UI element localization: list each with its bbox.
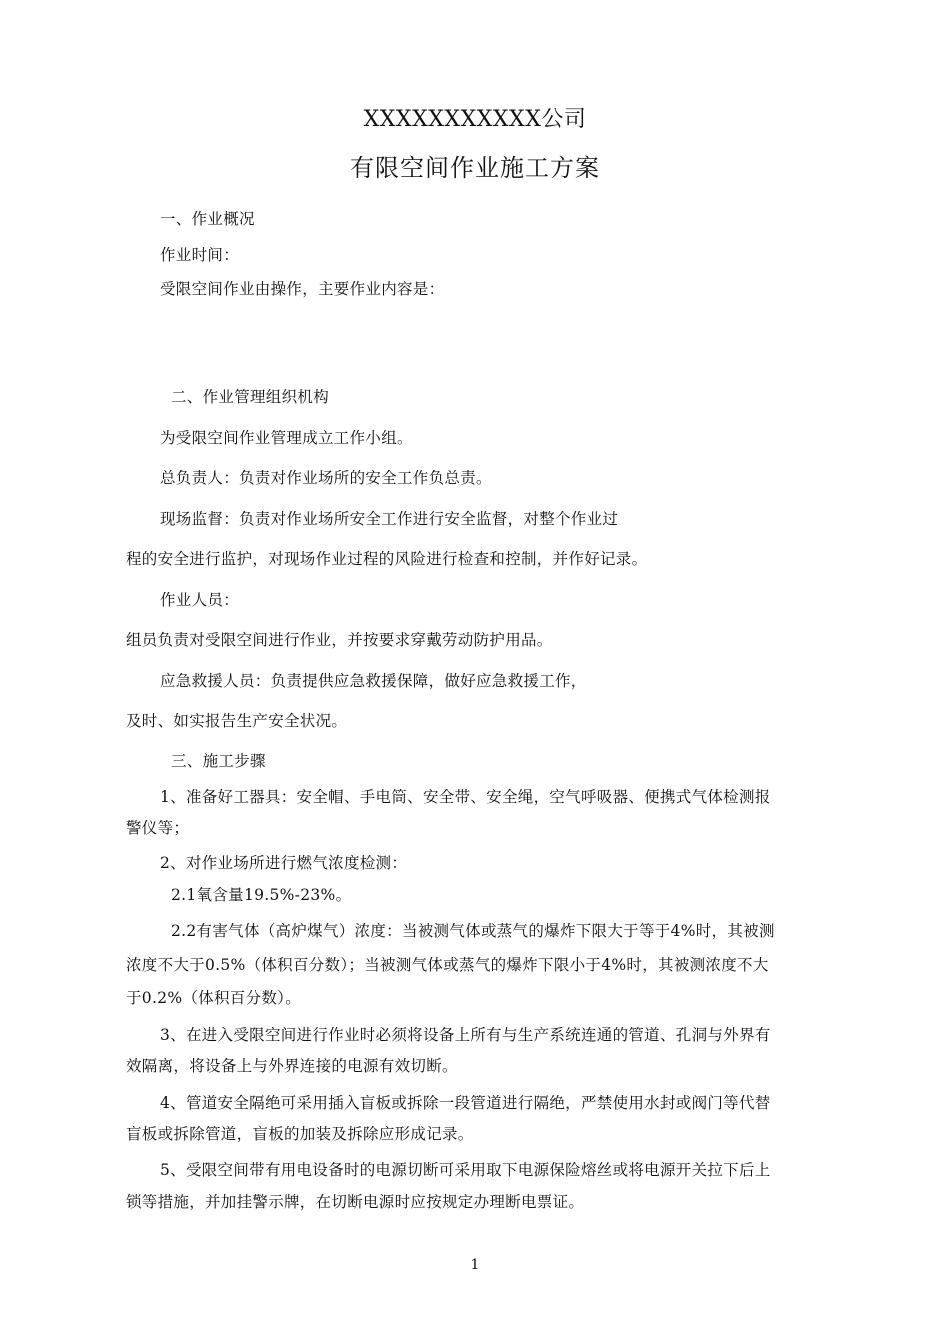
company-title: XXXXXXXXXXX公司 bbox=[363, 107, 587, 132]
step4-line-2: 盲板或拆除管道，盲板的加装及拆除应形成记录。 bbox=[126, 1125, 474, 1143]
supervisor-line-2: 程的安全进行监护，对现场作业过程的风险进行检查和控制，并作好记录。 bbox=[126, 550, 648, 568]
step5-line-2: 锁等措施，并加挂警示牌，在切断电源时应按规定办理断电票证。 bbox=[126, 1193, 585, 1211]
step1-line-2: 警仪等； bbox=[126, 819, 190, 837]
operation-line: 受限空间作业由操作，主要作业内容是： bbox=[160, 280, 445, 298]
step3-line-1: 3、在进入受限空间进行作业时必须将设备上所有与生产系统连通的管道、孔洞与外界有 bbox=[160, 1026, 771, 1044]
rescue-line-1: 应急救援人员：负责提供应急救援保障，做好应急救援工作， bbox=[160, 672, 587, 690]
step5-line-1: 5、受限空间带有用电设备时的电源切断可采用取下电源保险熔丝或将电源开关拉下后上 bbox=[160, 1161, 771, 1179]
supervisor-line-1: 现场监督：负责对作业场所安全工作进行安全监督，对整个作业过 bbox=[160, 510, 619, 528]
workers-desc: 组员负责对受限空间进行作业，并按要求穿戴劳动防护用品。 bbox=[126, 631, 553, 649]
plan-title: 有限空间作业施工方案 bbox=[350, 154, 600, 182]
workers-label: 作业人员： bbox=[160, 591, 240, 609]
step2-2-line-2: 浓度不大于0.5%（体积百分数）；当被测气体或蒸气的爆炸下限小于4%时，其被测浓度不大 bbox=[126, 956, 769, 974]
page-number: 1 bbox=[470, 1257, 480, 1273]
section-heading-organization: 二、作业管理组织机构 bbox=[171, 388, 330, 406]
work-time-label: 作业时间： bbox=[160, 246, 240, 264]
step3-line-2: 效隔离，将设备上与外界连接的电源有效切断。 bbox=[126, 1057, 458, 1075]
section-heading-overview: 一、作业概况 bbox=[160, 210, 255, 228]
rescue-line-2: 及时、如实报告生产安全状况。 bbox=[126, 712, 348, 730]
general-manager-line: 总负责人：负责对作业场所的安全工作负总责。 bbox=[160, 469, 492, 487]
step2-2-line-3: 于0.2%（体积百分数）。 bbox=[126, 989, 302, 1007]
step2-line: 2、对作业场所进行燃气浓度检测： bbox=[160, 854, 408, 872]
step2-2-line-1: 2.2有害气体（高炉煤气）浓度：当被测气体或蒸气的爆炸下限大于等于4%时，其被测 bbox=[171, 922, 775, 940]
section-heading-steps: 三、施工步骤 bbox=[171, 752, 266, 770]
step4-line-1: 4、管道安全隔绝可采用插入盲板或拆除一段管道进行隔绝，严禁使用水封或阀门等代替 bbox=[160, 1094, 771, 1112]
team-line: 为受限空间作业管理成立工作小组。 bbox=[160, 429, 413, 447]
step1-line-1: 1、准备好工器具：安全帽、手电筒、安全带、安全绳，空气呼吸器、便携式气体检测报 bbox=[160, 788, 771, 806]
step2-1-line: 2.1氧含量19.5%-23%。 bbox=[171, 886, 352, 904]
